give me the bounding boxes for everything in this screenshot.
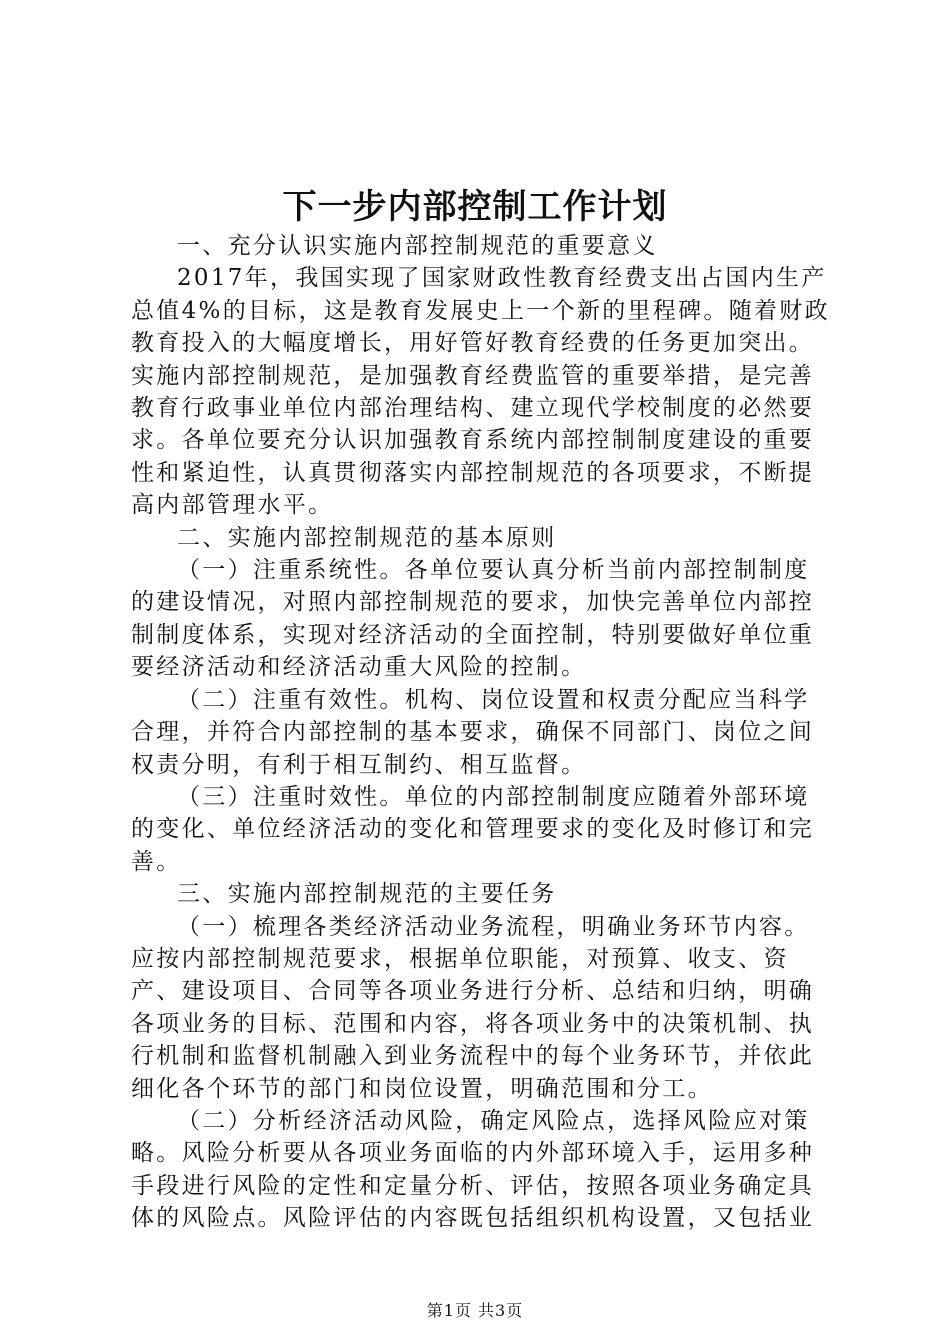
principle-effectiveness: （二）注重有效性。机构、岗位设置和权责分配应当科学合理，并符合内部控制的基本要求，确保不同部门、岗位之间权责分明，有利于相互制约、相互监督。: [131, 686, 815, 778]
document-body: [131, 230, 831, 1235]
section-heading-1: 一、充分认识实施内部控制规范的重要意义: [177, 233, 658, 259]
principle-timeliness: （三）注重时效性。单位的内部控制制度应随着外部环境的变化、单位经济活动的变化和管理要求的变化及时修订和完善。: [131, 783, 815, 875]
principle-systematic: （一）注重系统性。各单位要认真分析当前内部控制制度的建设情况，对照内部控制规范的要求，加快完善单位内部控制制度体系，实现对经济活动的全面控制，特别要做好单位重要经济活动和经济活动重大风险的控制。: [131, 557, 815, 681]
section-heading-2: 二、实施内部控制规范的基本原则: [177, 524, 557, 551]
document-title: 下一步内部控制工作计划: [282, 187, 668, 227]
task-business-process: （一）梳理各类经济活动业务流程，明确业务环节内容。应按内部控制规范要求，根据单位职能，对预算、收支、资产、建设项目、合同等各项业务进行分析、总结和归纳，明确各项业务的目标、范围和内容，将各项业务中的决策机制、执行机制和监督机制融入到业务流程中的每个业务环节，并依此细化各个环节的部门和岗位设置，明确范围和分工。: [131, 913, 815, 1102]
page-footer: 第1页 共3页: [426, 1301, 524, 1320]
task-risk-analysis: （二）分析经济活动风险，确定风险点，选择风险应对策略。风险分析要从各项业务面临的内外部环境入手，运用多种手段进行风险的定性和定量分析、评估，按照各项业务确定具体的风险点。风险评估的内容既包括组织机构设置，又包括业: [131, 1107, 815, 1232]
paragraph-significance: 2017年，我国实现了国家财政性教育经费支出占国内生产总值4%的目标，这是教育发展史上一个新的里程碑。随着财政教育投入的大幅度增长，用好管好教育经费的任务更加突出。实施内部控制规范，是加强教育经费监管的重要举措，是完善教育行政事业单位内部治理结构、建立现代学校制度的必然要求。各单位要充分认识加强教育系统内部控制制度建设的重要性和紧迫性，认真贯彻落实内部控制规范的各项要求，不断提高内部管理水平。: [131, 265, 830, 519]
section-heading-3: 三、实施内部控制规范的主要任务: [177, 881, 557, 908]
